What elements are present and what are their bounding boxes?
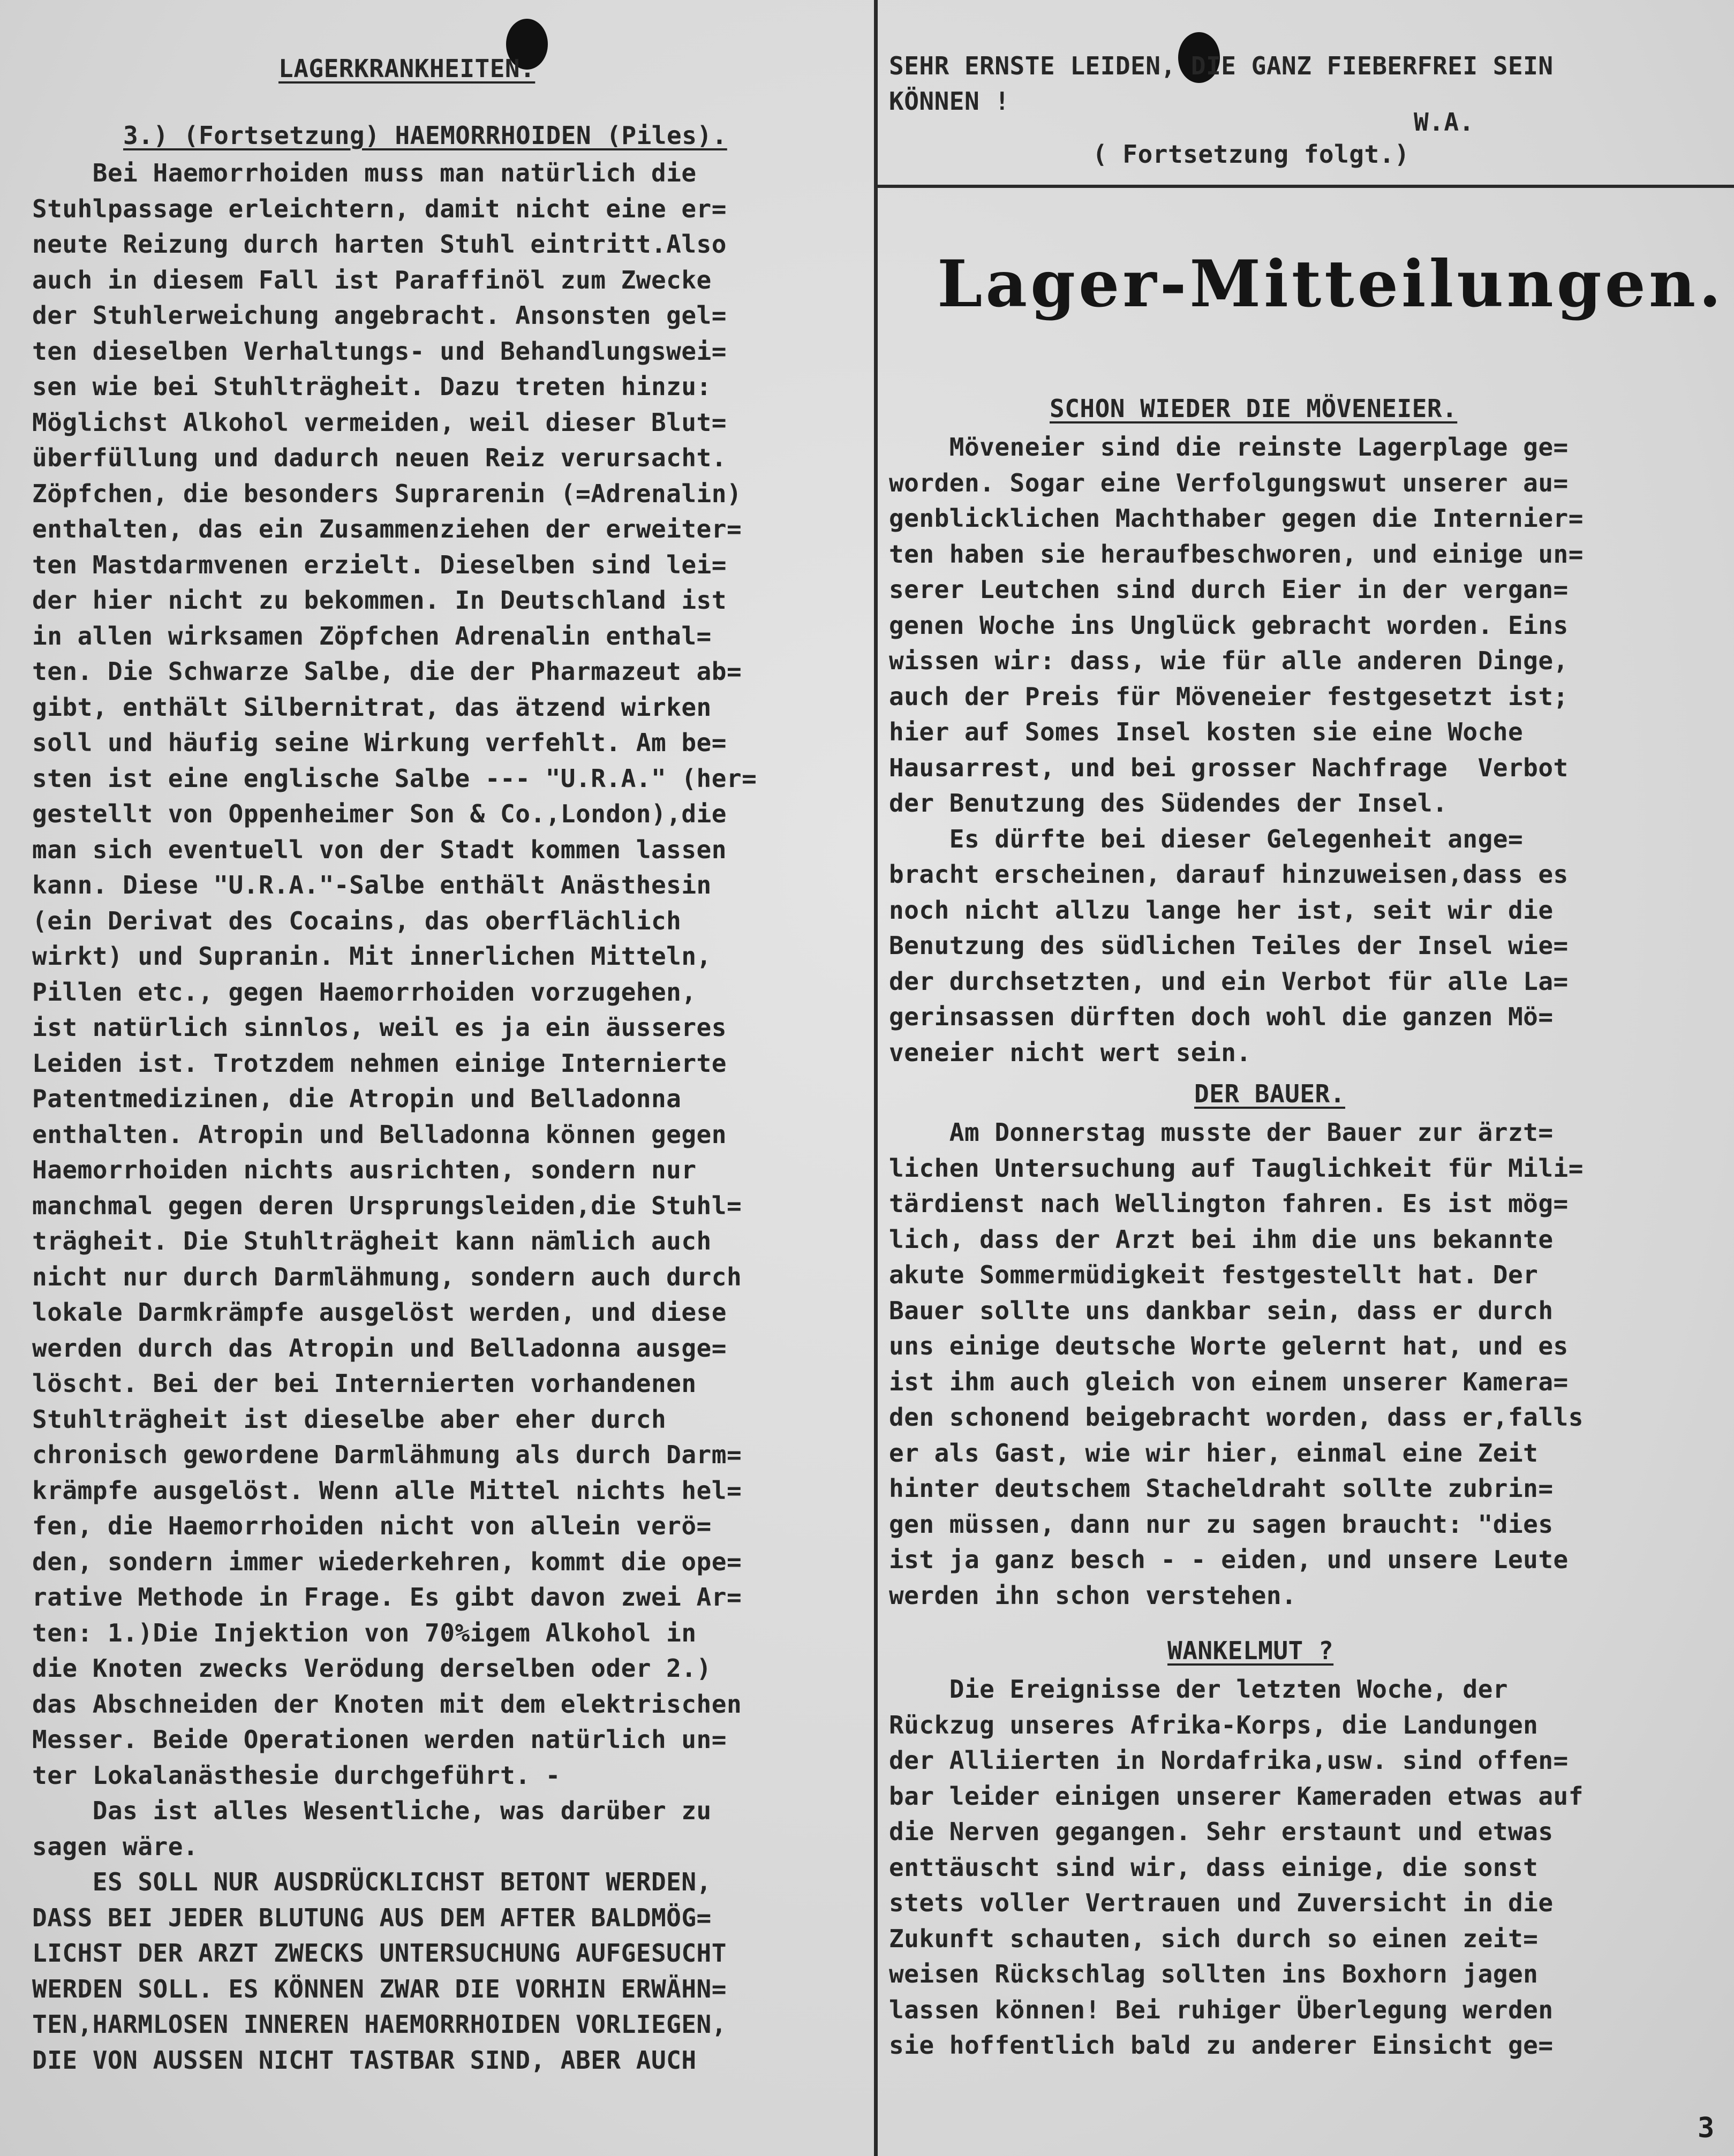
- page-number: 3: [1698, 2112, 1715, 2144]
- article-text-line: uns einige deutsche Worte gelernt hat, und es: [889, 1332, 1569, 1360]
- column-divider: [874, 0, 878, 2156]
- left-text-line: auch in diesem Fall ist Paraffinöl zum Zwecke: [32, 265, 712, 294]
- top-line-2: KÖNNEN !: [889, 87, 1010, 116]
- left-text-line: man sich eventuell von der Stadt kommen lassen: [32, 835, 727, 864]
- top-line-1: SEHR ERNSTE LEIDEN, DIE GANZ FIEBERFREI SEIN: [889, 51, 1554, 80]
- article-text-line: bar leider einigen unserer Kameraden etwas auf: [889, 1781, 1584, 1811]
- article-text-line: genblicklichen Machthaber gegen die Internier=: [889, 504, 1584, 533]
- article-text-line: veneier nicht wert sein.: [889, 1038, 1252, 1067]
- article-text-line: Rückzug unseres Afrika-Korps, die Landungen: [889, 1710, 1539, 1739]
- left-text-line: chronisch gewordene Darmlähmung als durch Darm=: [32, 1440, 742, 1469]
- article-text-line: ten haben sie heraufbeschworen, und einige un=: [889, 539, 1584, 569]
- left-text-line: in allen wirksamen Zöpfchen Adrenalin enthal=: [32, 621, 712, 650]
- article-text-line: Am Donnerstag musste der Bauer zur ärzt=: [889, 1118, 1554, 1147]
- article-text-line: Die Ereignisse der letzten Woche, der: [889, 1675, 1508, 1704]
- article-text-line: wissen wir: dass, wie für alle anderen Dinge,: [889, 646, 1569, 675]
- section-title: 3.) (Fortsetzung) HAEMORRHOIDEN (Piles).: [123, 121, 727, 150]
- left-text-line: Stuhlträgheit ist dieselbe aber eher durch: [32, 1404, 667, 1434]
- left-text-line: Leiden ist. Trotzdem nehmen einige Internierte: [32, 1048, 727, 1078]
- left-text-line: krämpfe ausgelöst. Wenn alle Mittel nichts hel=: [32, 1476, 742, 1505]
- left-text-line: den, sondern immer wiederkehren, kommt die ope=: [32, 1547, 742, 1576]
- article-heading: SCHON WIEDER DIE MÖVENEIER.: [1050, 394, 1458, 423]
- left-text-line: das Abschneiden der Knoten mit dem elektrischen: [32, 1689, 742, 1719]
- article-text-line: hinter deutschem Stacheldraht sollte zubrin=: [889, 1474, 1554, 1503]
- article-text-line: Hausarrest, und bei grosser Nachfrage Verbot: [889, 753, 1569, 782]
- left-text-line: ten dieselben Verhaltungs- und Behandlungswei=: [32, 336, 727, 366]
- left-text-line: manchmal gegen deren Ursprungsleiden,die Stuhl=: [32, 1191, 742, 1220]
- left-header: LAGERKRANKHEITEN.: [278, 54, 536, 83]
- article-text-line: auch der Preis für Möveneier festgesetzt ist;: [889, 682, 1569, 711]
- left-text-line: Haemorrhoiden nichts ausrichten, sondern nur: [32, 1155, 697, 1184]
- left-text-line: rative Methode in Frage. Es gibt davon zwei Ar=: [32, 1583, 742, 1612]
- left-text-line: fen, die Haemorrhoiden nicht von allein verö=: [32, 1511, 712, 1540]
- article-text-line: Bauer sollte uns dankbar sein, dass er durch: [889, 1296, 1554, 1325]
- left-text-line: TEN,HARMLOSEN INNEREN HAEMORRHOIDEN VORLIEGEN,: [32, 2010, 727, 2039]
- left-text-line: werden durch das Atropin und Belladonna ausge=: [32, 1333, 727, 1363]
- article-text-line: der durchsetzten, und ein Verbot für alle La=: [889, 966, 1569, 996]
- left-text-line: Bei Haemorrhoiden muss man natürlich die: [32, 158, 697, 187]
- article-text-line: worden. Sogar eine Verfolgungswut unserer au=: [889, 468, 1569, 497]
- left-text-line: enthalten, das ein Zusammenziehen der erweiter=: [32, 515, 742, 543]
- left-text-line: Patentmedizinen, die Atropin und Belladonna: [32, 1084, 682, 1113]
- article-text-line: akute Sommermüdigkeit festgestellt hat. Der: [889, 1260, 1539, 1289]
- left-text-line: überfüllung und dadurch neuen Reiz verursacht.: [32, 443, 727, 472]
- left-text-line: sen wie bei Stuhlträgheit. Dazu treten hinzu:: [32, 372, 712, 401]
- article-text-line: Es dürfte bei dieser Gelegenheit ange=: [889, 824, 1524, 853]
- continued-note: ( Fortsetzung folgt.): [1092, 140, 1410, 169]
- left-text-line: LICHST DER ARZT ZWECKS UNTERSUCHUNG AUFGESUCHT: [32, 1939, 727, 1968]
- left-text-line: gibt, enthält Silbernitrat, das ätzend wirken: [32, 692, 712, 722]
- article-text-line: werden ihn schon verstehen.: [889, 1580, 1297, 1610]
- article-text-line: stets voller Vertrauen und Zuversicht in die: [889, 1888, 1554, 1917]
- left-text-line: neute Reizung durch harten Stuhl eintritt.Also: [32, 230, 727, 259]
- left-text-line: lokale Darmkrämpfe ausgelöst werden, und diese: [32, 1298, 727, 1327]
- section-rule: [874, 185, 1734, 188]
- left-text-line: Möglichst Alkohol vermeiden, weil dieser Blut=: [32, 407, 727, 437]
- left-text-line: (ein Derivat des Cocains, das oberflächlich: [32, 906, 682, 935]
- left-text-line: trägheit. Die Stuhlträgheit kann nämlich auch: [32, 1227, 712, 1255]
- article-text-line: serer Leutchen sind durch Eier in der vergan=: [889, 575, 1569, 604]
- masthead: Lager-Mitteilungen.: [937, 246, 1724, 322]
- article-text-line: tärdienst nach Wellington fahren. Es ist mög=: [889, 1189, 1569, 1218]
- article-text-line: Zukunft schauten, sich durch so einen zeit=: [889, 1924, 1539, 1953]
- left-text-line: löscht. Bei der bei Internierten vorhandenen: [32, 1369, 697, 1398]
- left-text-line: ten: 1.)Die Injektion von 70%igem Alkohol in: [32, 1618, 697, 1647]
- left-text-line: wirkt) und Supranin. Mit innerlichen Mitteln,: [32, 942, 712, 971]
- article-text-line: Benutzung des südlichen Teiles der Insel wie=: [889, 931, 1569, 960]
- left-text-line: Zöpfchen, die besonders Suprarenin (=Adrenalin): [32, 479, 742, 508]
- left-text-line: die Knoten zwecks Verödung derselben oder 2.): [32, 1654, 712, 1683]
- left-text-line: nicht nur durch Darmlähmung, sondern auch durch: [32, 1262, 742, 1291]
- article-text-line: ist ihm auch gleich von einem unserer Kamera=: [889, 1367, 1569, 1396]
- left-text-line: Messer. Beide Operationen werden natürlich un=: [32, 1725, 727, 1754]
- article-text-line: enttäuscht sind wir, dass einige, die sonst: [889, 1852, 1539, 1882]
- article-text-line: lichen Untersuchung auf Tauglichkeit für Mili=: [889, 1153, 1584, 1183]
- article-text-line: weisen Rückschlag sollten ins Boxhorn jagen: [889, 1960, 1539, 1988]
- left-text-line: ES SOLL NUR AUSDRÜCKLICHST BETONT WERDEN,: [32, 1867, 712, 1896]
- article-text-line: sie hoffentlich bald zu anderer Einsicht ge=: [889, 2031, 1554, 2060]
- left-text-line: der Stuhlerweichung angebracht. Ansonsten gel=: [32, 301, 727, 330]
- article-text-line: gen müssen, dann nur zu sagen braucht: "dies: [889, 1509, 1554, 1539]
- article-text-line: genen Woche ins Unglück gebracht worden. Eins: [889, 610, 1569, 640]
- left-text-line: ter Lokalanästhesie durchgeführt. -: [32, 1760, 561, 1790]
- left-text-line: ten Mastdarmvenen erzielt. Dieselben sind lei=: [32, 550, 727, 579]
- article-text-line: der Benutzung des Südendes der Insel.: [889, 789, 1448, 818]
- left-text-line: sagen wäre.: [32, 1832, 199, 1861]
- article-text-line: noch nicht allzu lange her ist, seit wir die: [889, 895, 1554, 925]
- left-text-line: enthalten. Atropin und Belladonna können gegen: [32, 1119, 727, 1149]
- left-text-line: DASS BEI JEDER BLUTUNG AUS DEM AFTER BALDMÖG=: [32, 1903, 712, 1932]
- article-heading: WANKELMUT ?: [1167, 1636, 1334, 1665]
- left-text-line: der hier nicht zu bekommen. In Deutschland ist: [32, 586, 727, 615]
- signature: W.A.: [1414, 108, 1474, 137]
- left-text-line: Stuhlpassage erleichtern, damit nicht eine er=: [32, 194, 727, 223]
- article-text-line: den schonend beigebracht worden, dass er,falls: [889, 1403, 1584, 1432]
- article-text-line: Möveneier sind die reinste Lagerplage ge=: [889, 433, 1569, 462]
- left-text-line: sten ist eine englische Salbe --- "U.R.A." (her=: [32, 763, 757, 793]
- left-text-line: soll und häufig seine Wirkung verfehlt. Am be=: [32, 728, 727, 757]
- article-text-line: hier auf Somes Insel kosten sie eine Woche: [889, 717, 1524, 746]
- article-text-line: der Alliierten in Nordafrika,usw. sind offen=: [889, 1746, 1569, 1775]
- article-text-line: die Nerven gegangen. Sehr erstaunt und etwas: [889, 1817, 1554, 1846]
- left-text-line: Pillen etc., gegen Haemorrhoiden vorzugehen,: [32, 977, 697, 1007]
- left-text-line: kann. Diese "U.R.A."-Salbe enthält Anästhesin: [32, 871, 712, 899]
- article-text-line: lassen können! Bei ruhiger Überlegung werden: [889, 1995, 1554, 2024]
- article-heading: DER BAUER.: [1194, 1079, 1345, 1108]
- article-text-line: bracht erscheinen, darauf hinzuweisen,dass es: [889, 860, 1569, 889]
- article-text-line: lich, dass der Arzt bei ihm die uns bekannte: [889, 1224, 1554, 1254]
- left-text-line: DIE VON AUSSEN NICHT TASTBAR SIND, ABER AUCH: [32, 2045, 697, 2075]
- left-text-line: Das ist alles Wesentliche, was darüber zu: [32, 1796, 712, 1825]
- article-text-line: ist ja ganz besch - - eiden, und unsere Leute: [889, 1545, 1569, 1574]
- left-text-line: gestellt von Oppenheimer Son & Co.,London),die: [32, 799, 727, 828]
- article-text-line: er als Gast, wie wir hier, einmal eine Zeit: [889, 1438, 1539, 1467]
- left-text-line: ist natürlich sinnlos, weil es ja ein äusseres: [32, 1013, 727, 1042]
- article-text-line: gerinsassen dürften doch wohl die ganzen Mö=: [889, 1002, 1554, 1031]
- left-text-line: WERDEN SOLL. ES KÖNNEN ZWAR DIE VORHIN ERWÄHN=: [32, 1974, 727, 2003]
- left-text-line: ten. Die Schwarze Salbe, die der Pharmazeut ab=: [32, 657, 742, 686]
